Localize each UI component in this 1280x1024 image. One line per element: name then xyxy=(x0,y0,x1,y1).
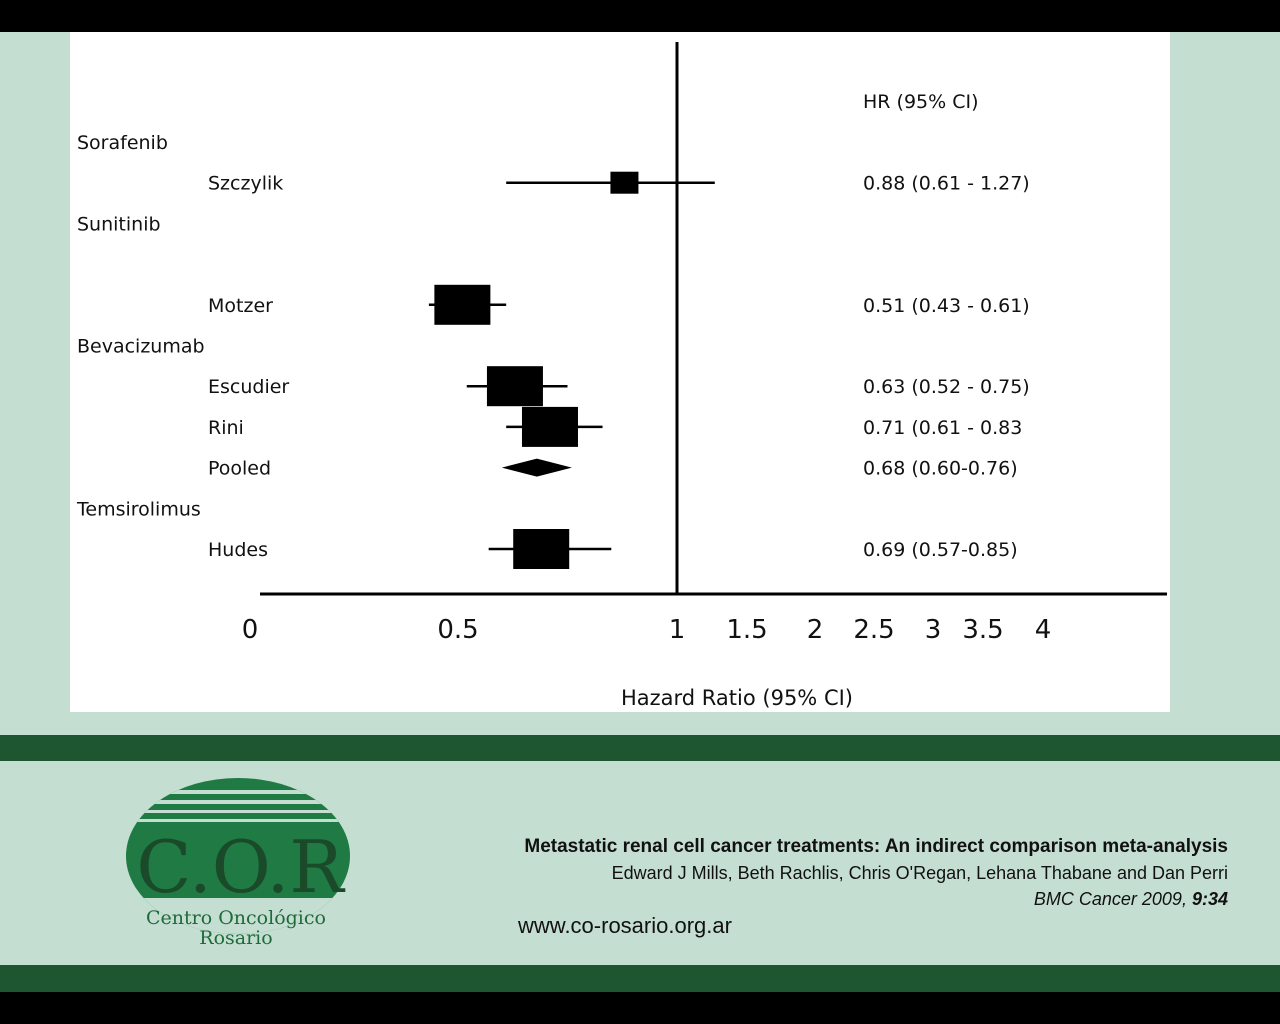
journal-name: BMC Cancer 2009, xyxy=(1033,889,1187,909)
point-estimate-square xyxy=(522,407,578,447)
hr-value-label: 0.88 (0.61 - 1.27) xyxy=(863,172,1030,195)
logo-tagline-line1: Centro Oncológico xyxy=(146,907,326,929)
point-estimate-square xyxy=(434,285,490,325)
pooled-diamond xyxy=(502,459,572,477)
logo-wordmark: C.O.R xyxy=(136,825,344,909)
point-estimate-square xyxy=(513,529,569,569)
top-black-bar xyxy=(0,0,1280,32)
hr-value-label: 0.69 (0.57-0.85) xyxy=(863,539,1018,561)
x-tick-label: 3.5 xyxy=(962,615,1004,645)
group-label: Bevacizumab xyxy=(77,335,205,358)
point-estimate-square xyxy=(610,172,638,194)
paper-authors: Edward J Mills, Beth Rachlis, Chris O'Regan, Lehana Thabane and Dan Perri xyxy=(611,863,1228,883)
forest-plot-panel xyxy=(70,32,1170,712)
green-divider-top xyxy=(0,735,1280,761)
group-label: Temsirolimus xyxy=(77,498,201,521)
group-label: Sorafenib xyxy=(77,132,168,154)
study-label: Motzer xyxy=(208,294,273,317)
x-tick-label: 3 xyxy=(924,615,942,645)
paper-journal xyxy=(328,886,1228,912)
website-url[interactable]: www.co-rosario.org.ar xyxy=(518,913,732,938)
x-tick-label: 1 xyxy=(668,615,686,645)
study-label: Hudes xyxy=(208,539,268,561)
paper-title: Metastatic renal cell cancer treatments: An indirect comparison meta-analysis xyxy=(524,836,1228,857)
logo-tagline-line2: Rosario xyxy=(199,927,273,949)
x-axis-title: Hazard Ratio (95% CI) xyxy=(620,686,854,710)
point-estimate-square xyxy=(487,366,543,406)
journal-volume: 9:34 xyxy=(1191,889,1228,909)
hr-column-header: HR (95% CI) xyxy=(863,91,979,113)
hr-value-label: 0.68 (0.60-0.76) xyxy=(863,457,1018,480)
study-label: Szczylik xyxy=(208,172,284,195)
green-divider-bottom xyxy=(0,965,1280,992)
bottom-black-bar xyxy=(0,992,1280,1024)
x-tick-label: 0.5 xyxy=(437,615,479,645)
hr-value-label: 0.51 (0.43 - 0.61) xyxy=(863,294,1030,317)
study-label: Pooled xyxy=(208,457,272,480)
x-tick-label: 2 xyxy=(806,615,824,645)
citation-block xyxy=(328,834,1228,912)
x-tick-label: 4 xyxy=(1034,615,1052,645)
hr-value-label: 0.63 (0.52 - 0.75) xyxy=(863,376,1030,399)
study-label: Escudier xyxy=(208,376,290,399)
study-label: Rini xyxy=(208,416,244,439)
forest-plot xyxy=(70,32,1170,712)
hr-value-label: 0.71 (0.61 - 0.83 xyxy=(863,416,1023,439)
x-tick-label: 1.5 xyxy=(726,615,768,645)
x-tick-label: 2.5 xyxy=(853,615,895,645)
x-tick-label: 0 xyxy=(241,615,259,645)
group-label: Sunitinib xyxy=(77,213,161,236)
